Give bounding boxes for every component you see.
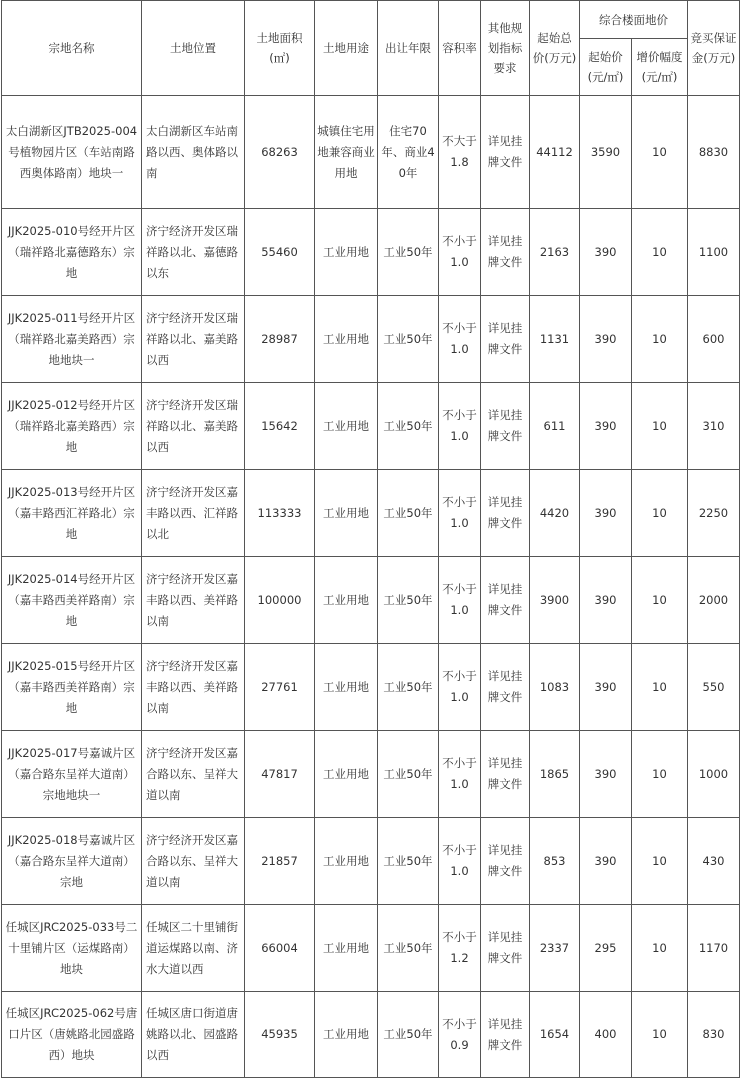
cell-term: 工业50年 bbox=[378, 731, 439, 818]
cell-use: 工业用地 bbox=[315, 296, 378, 383]
cell-other: 详见挂牌文件 bbox=[481, 644, 530, 731]
table-row bbox=[2, 731, 740, 818]
cell-increment: 10 bbox=[632, 209, 688, 296]
header-start-total: 起始总价(万元) bbox=[530, 1, 580, 96]
header-area: 土地面积(㎡) bbox=[245, 1, 315, 96]
cell-area: 47817 bbox=[245, 731, 315, 818]
cell-use: 工业用地 bbox=[315, 209, 378, 296]
cell-location: 济宁经济开发区瑞祥路以北、嘉德路以东 bbox=[142, 209, 245, 296]
land-auction-table bbox=[1, 0, 740, 1078]
header-name: 宗地名称 bbox=[2, 1, 142, 96]
cell-other: 详见挂牌文件 bbox=[481, 96, 530, 209]
cell-ratio: 不小于1.2 bbox=[439, 905, 481, 992]
cell-ratio: 不小于1.0 bbox=[439, 383, 481, 470]
cell-ratio: 不小于0.9 bbox=[439, 992, 481, 1078]
cell-ratio: 不小于1.0 bbox=[439, 731, 481, 818]
cell-name: 任城区JRC2025-033号二十里铺片区（运煤路南）地块 bbox=[2, 905, 142, 992]
table-row bbox=[2, 992, 740, 1078]
cell-term: 工业50年 bbox=[378, 557, 439, 644]
cell-ratio: 不小于1.0 bbox=[439, 818, 481, 905]
table-row bbox=[2, 296, 740, 383]
cell-deposit: 830 bbox=[688, 992, 740, 1078]
cell-other: 详见挂牌文件 bbox=[481, 557, 530, 644]
header-deposit: 竞买保证金(万元) bbox=[688, 1, 740, 96]
cell-start-price: 390 bbox=[580, 296, 632, 383]
cell-start-price: 390 bbox=[580, 644, 632, 731]
cell-term: 工业50年 bbox=[378, 209, 439, 296]
cell-start-price: 390 bbox=[580, 731, 632, 818]
cell-name: JJK2025-018号嘉诚片区（嘉合路东呈祥大道南）宗地 bbox=[2, 818, 142, 905]
cell-start-total: 2337 bbox=[530, 905, 580, 992]
cell-deposit: 600 bbox=[688, 296, 740, 383]
table-row bbox=[2, 209, 740, 296]
cell-name: JJK2025-012号经开片区（瑞祥路北嘉美路西）宗地 bbox=[2, 383, 142, 470]
cell-other: 详见挂牌文件 bbox=[481, 905, 530, 992]
cell-other: 详见挂牌文件 bbox=[481, 209, 530, 296]
cell-start-price: 390 bbox=[580, 383, 632, 470]
cell-start-price: 400 bbox=[580, 992, 632, 1078]
cell-other: 详见挂牌文件 bbox=[481, 296, 530, 383]
header-other: 其他规划指标要求 bbox=[481, 1, 530, 96]
cell-use: 工业用地 bbox=[315, 905, 378, 992]
cell-name: 任城区JRC2025-062号唐口片区（唐姚路北园盛路西）地块 bbox=[2, 992, 142, 1078]
cell-use: 工业用地 bbox=[315, 644, 378, 731]
cell-area: 21857 bbox=[245, 818, 315, 905]
cell-location: 济宁经济开发区嘉合路以东、呈祥大道以南 bbox=[142, 818, 245, 905]
cell-deposit: 1170 bbox=[688, 905, 740, 992]
cell-term: 工业50年 bbox=[378, 470, 439, 557]
cell-use: 工业用地 bbox=[315, 818, 378, 905]
cell-ratio: 不小于1.0 bbox=[439, 296, 481, 383]
cell-start-total: 1654 bbox=[530, 992, 580, 1078]
header-start-price: 起始价(元/㎡) bbox=[580, 39, 632, 96]
cell-start-total: 611 bbox=[530, 383, 580, 470]
cell-use: 工业用地 bbox=[315, 383, 378, 470]
table-row bbox=[2, 96, 740, 209]
cell-term: 工业50年 bbox=[378, 992, 439, 1078]
cell-deposit: 1100 bbox=[688, 209, 740, 296]
cell-increment: 10 bbox=[632, 557, 688, 644]
cell-term: 工业50年 bbox=[378, 818, 439, 905]
cell-name: JJK2025-011号经开片区（瑞祥路北嘉美路西）宗地地块一 bbox=[2, 296, 142, 383]
cell-location: 济宁经济开发区嘉合路以东、呈祥大道以南 bbox=[142, 731, 245, 818]
cell-term: 工业50年 bbox=[378, 296, 439, 383]
cell-start-total: 853 bbox=[530, 818, 580, 905]
cell-start-price: 3590 bbox=[580, 96, 632, 209]
cell-use: 工业用地 bbox=[315, 470, 378, 557]
cell-deposit: 2000 bbox=[688, 557, 740, 644]
cell-increment: 10 bbox=[632, 96, 688, 209]
cell-location: 济宁经济开发区嘉丰路以西、汇祥路以北 bbox=[142, 470, 245, 557]
cell-term: 住宅70年、商业40年 bbox=[378, 96, 439, 209]
cell-location: 济宁经济开发区瑞祥路以北、嘉美路以西 bbox=[142, 296, 245, 383]
cell-deposit: 2250 bbox=[688, 470, 740, 557]
cell-term: 工业50年 bbox=[378, 905, 439, 992]
cell-location: 任城区唐口街道唐姚路以北、园盛路以西 bbox=[142, 992, 245, 1078]
cell-other: 详见挂牌文件 bbox=[481, 470, 530, 557]
cell-term: 工业50年 bbox=[378, 383, 439, 470]
cell-start-total: 3900 bbox=[530, 557, 580, 644]
cell-area: 113333 bbox=[245, 470, 315, 557]
cell-other: 详见挂牌文件 bbox=[481, 731, 530, 818]
cell-area: 55460 bbox=[245, 209, 315, 296]
cell-use: 工业用地 bbox=[315, 557, 378, 644]
cell-increment: 10 bbox=[632, 470, 688, 557]
cell-start-price: 390 bbox=[580, 557, 632, 644]
cell-use: 城镇住宅用地兼容商业用地 bbox=[315, 96, 378, 209]
cell-start-total: 2163 bbox=[530, 209, 580, 296]
cell-start-total: 44112 bbox=[530, 96, 580, 209]
cell-deposit: 1000 bbox=[688, 731, 740, 818]
table-row bbox=[2, 905, 740, 992]
cell-name: JJK2025-013号经开片区（嘉丰路西汇祥路北）宗地 bbox=[2, 470, 142, 557]
cell-increment: 10 bbox=[632, 296, 688, 383]
cell-deposit: 310 bbox=[688, 383, 740, 470]
table-row bbox=[2, 644, 740, 731]
cell-deposit: 8830 bbox=[688, 96, 740, 209]
cell-start-price: 390 bbox=[580, 209, 632, 296]
cell-location: 济宁经济开发区嘉丰路以西、美祥路以南 bbox=[142, 644, 245, 731]
cell-use: 工业用地 bbox=[315, 731, 378, 818]
cell-area: 28987 bbox=[245, 296, 315, 383]
cell-name: JJK2025-017号嘉诚片区（嘉合路东呈祥大道南）宗地地块一 bbox=[2, 731, 142, 818]
cell-area: 15642 bbox=[245, 383, 315, 470]
table-row bbox=[2, 818, 740, 905]
cell-start-price: 390 bbox=[580, 470, 632, 557]
header-term: 出让年限 bbox=[378, 1, 439, 96]
cell-use: 工业用地 bbox=[315, 992, 378, 1078]
header-floor-price-group: 综合楼面地价 bbox=[580, 1, 688, 39]
cell-start-total: 4420 bbox=[530, 470, 580, 557]
cell-area: 68263 bbox=[245, 96, 315, 209]
header-use: 土地用途 bbox=[315, 1, 378, 96]
cell-start-total: 1865 bbox=[530, 731, 580, 818]
cell-start-price: 295 bbox=[580, 905, 632, 992]
cell-area: 100000 bbox=[245, 557, 315, 644]
header-location: 土地位置 bbox=[142, 1, 245, 96]
cell-increment: 10 bbox=[632, 644, 688, 731]
cell-increment: 10 bbox=[632, 383, 688, 470]
cell-location: 济宁经济开发区瑞祥路以北、嘉美路以西 bbox=[142, 383, 245, 470]
cell-other: 详见挂牌文件 bbox=[481, 383, 530, 470]
cell-ratio: 不小于1.0 bbox=[439, 644, 481, 731]
cell-area: 27761 bbox=[245, 644, 315, 731]
header-increment: 增价幅度(元/㎡) bbox=[632, 39, 688, 96]
header-row-1 bbox=[2, 1, 740, 39]
cell-area: 66004 bbox=[245, 905, 315, 992]
cell-increment: 10 bbox=[632, 992, 688, 1078]
table-row bbox=[2, 557, 740, 644]
cell-ratio: 不小于1.0 bbox=[439, 470, 481, 557]
cell-location: 任城区二十里铺街道运煤路以南、济水大道以西 bbox=[142, 905, 245, 992]
header-ratio: 容积率 bbox=[439, 1, 481, 96]
table-row bbox=[2, 470, 740, 557]
cell-deposit: 550 bbox=[688, 644, 740, 731]
cell-start-total: 1131 bbox=[530, 296, 580, 383]
cell-location: 济宁经济开发区嘉丰路以西、美祥路以南 bbox=[142, 557, 245, 644]
cell-location: 太白湖新区车站南路以西、奥体路以南 bbox=[142, 96, 245, 209]
cell-ratio: 不大于1.8 bbox=[439, 96, 481, 209]
table-row bbox=[2, 383, 740, 470]
cell-area: 45935 bbox=[245, 992, 315, 1078]
cell-ratio: 不小于1.0 bbox=[439, 557, 481, 644]
cell-name: 太白湖新区JTB2025-004号植物园片区（车站南路西奥体路南）地块一 bbox=[2, 96, 142, 209]
cell-increment: 10 bbox=[632, 731, 688, 818]
cell-other: 详见挂牌文件 bbox=[481, 818, 530, 905]
cell-name: JJK2025-010号经开片区（瑞祥路北嘉德路东）宗地 bbox=[2, 209, 142, 296]
cell-start-price: 390 bbox=[580, 818, 632, 905]
cell-name: JJK2025-014号经开片区（嘉丰路西美祥路南）宗地 bbox=[2, 557, 142, 644]
cell-increment: 10 bbox=[632, 905, 688, 992]
cell-deposit: 430 bbox=[688, 818, 740, 905]
cell-increment: 10 bbox=[632, 818, 688, 905]
cell-start-total: 1083 bbox=[530, 644, 580, 731]
cell-name: JJK2025-015号经开片区（嘉丰路西美祥路南）宗地 bbox=[2, 644, 142, 731]
cell-ratio: 不小于1.0 bbox=[439, 209, 481, 296]
cell-other: 详见挂牌文件 bbox=[481, 992, 530, 1078]
cell-term: 工业50年 bbox=[378, 644, 439, 731]
